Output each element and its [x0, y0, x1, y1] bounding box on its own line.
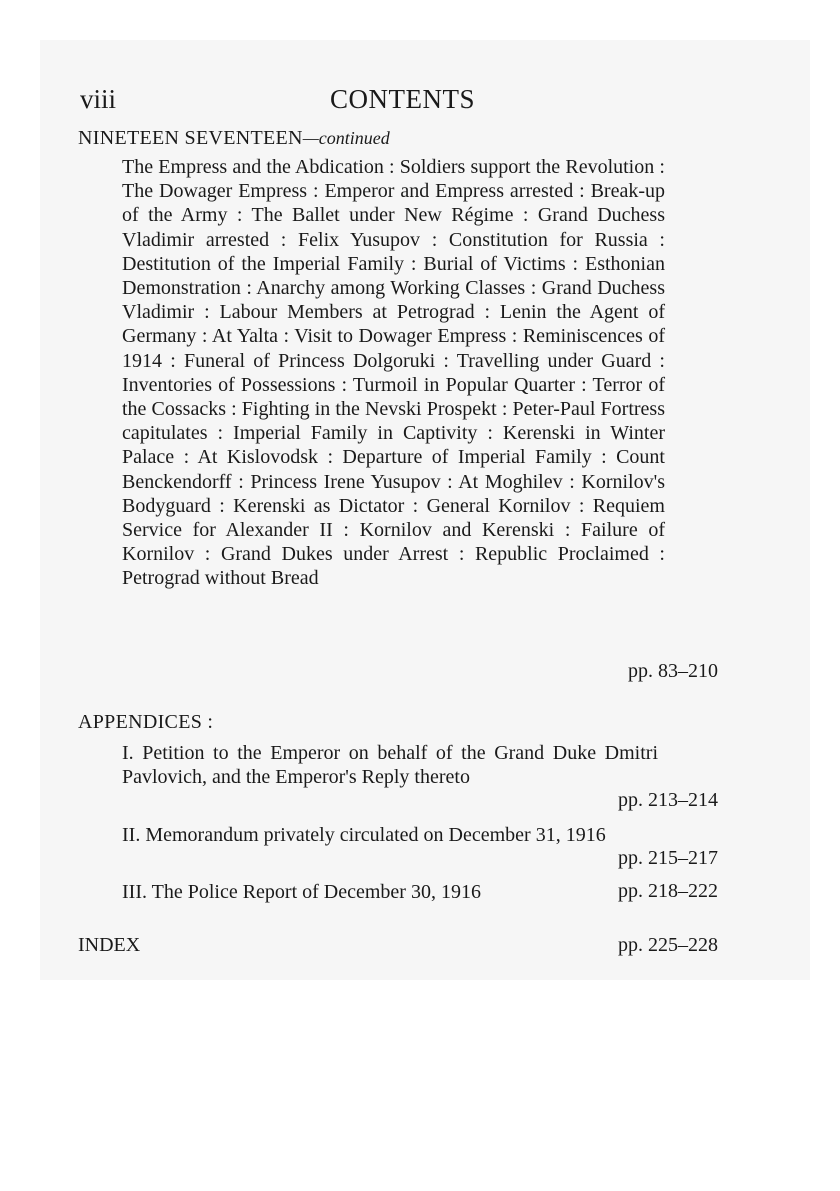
section-page-range: pp. 83–210	[628, 660, 718, 682]
appendix-1-page-range: pp. 213–214	[618, 789, 718, 811]
index-label: INDEX	[78, 934, 141, 956]
page-folio: viii	[80, 84, 117, 114]
section-heading-text: NINETEEN SEVENTEEN	[78, 127, 303, 149]
section-heading	[78, 127, 390, 150]
appendices-heading: APPENDICES :	[78, 711, 214, 733]
appendix-entry-2: II. Memorandum privately circulated on December 31, 1916	[122, 824, 606, 846]
section-summary: The Empress and the Abdication : Soldiers support the Revolution : The Dowager Empress : Emperor and Empress arrested : Break-up of the Army : The Ballet under New Régime : Grand Duchess Vladimir arrested : Felix Yusupov : Constitution for Russia : Destitution of the Imperial Family : Burial of Victims : Esthonian Demonstration : Anarchy among Working Classes : Grand Duchess Vladimir : Labour Members at Petrograd : Lenin the Agent of Germany : At Yalta : Visit to Dowager Empress : Reminiscences of 1914 : Funeral of Princess Dolgoruki : Travelling under Guard : Inventories of Possessions : Turmoil in Popular Quarter : Terror of the Cossacks : Fighting in the Nevski Prospekt : Peter-Paul Fortress capitulates : Imperial Family in Captivity : Kerenski in Winter Palace : At Kislovodsk : Departure of Imperial Family : Count Benckendorff : Princess Irene Yusupov : At Moghilev : Kornilov's Bodyguard : Kerenski as Dictator : General Kornilov : Requiem Service for Alexander II : Kornilov and Kerenski : Failure of Kornilov : Grand Dukes under Arrest : Republic Proclaimed : Petrograd without Bread	[122, 156, 665, 590]
appendix-2-page-range: pp. 215–217	[618, 847, 718, 869]
appendix-entry-3: III. The Police Report of December 30, 1916	[122, 881, 481, 903]
appendix-entry-1: I. Petition to the Emperor on behalf of the Grand Duke Dmitri Pavlovich, and the Emperor's Reply thereto	[122, 742, 658, 788]
section-heading-suffix: —continued	[302, 128, 390, 148]
page-title: CONTENTS	[330, 84, 475, 114]
appendix-3-page-range: pp. 218–222	[618, 880, 718, 902]
index-page-range: pp. 225–228	[618, 934, 718, 956]
